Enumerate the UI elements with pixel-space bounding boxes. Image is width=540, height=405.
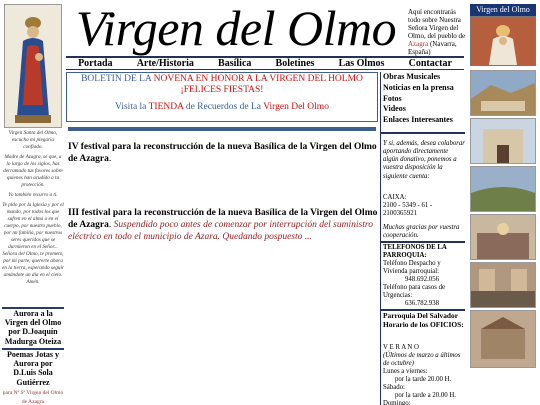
site-description (408, 8, 470, 56)
photo-basilica-model[interactable] (470, 310, 536, 368)
link-videos[interactable]: Videos (383, 104, 406, 114)
boletin-prefix: BOLETIN DE LA (81, 74, 154, 84)
nav-las-olmos[interactable]: Las Olmos (338, 58, 385, 69)
domingo-label: Domingo: (383, 400, 411, 405)
prayer-line: Virgen Santa del Olmo, escucha mi plegaria confiado. (8, 130, 58, 151)
corner-title-label: Virgen del Olmo (470, 4, 536, 16)
poemas-link-label: Poemas Jotas y Aurora por D.Luis Sola Gutiérrez (7, 350, 59, 387)
phone2-label: Teléfono para casos de Urgencias: (383, 284, 445, 300)
phone2-number: 636.782.938 (405, 300, 439, 307)
sidebar-links (383, 72, 465, 126)
sabado-label: Sábado: (383, 384, 405, 391)
prayer-text (2, 130, 64, 289)
phone1-label: Teléfono Despacho y Vivienda parroquial: (383, 260, 441, 276)
virgin-statue-image (4, 4, 62, 128)
festival-iii-dot: . (108, 219, 114, 230)
verano-dates: (Últimos de marzo a últimos de octubre) (383, 352, 461, 368)
site-description-end: (Navarra, España) (408, 40, 457, 57)
tienda-middle: de Recuerdos de La (183, 102, 264, 112)
nav-basilica[interactable]: Basílica (218, 58, 252, 69)
poemas-link[interactable] (2, 348, 64, 405)
nav-arte-historia[interactable]: Arte/Historia (136, 58, 194, 69)
nav-portada[interactable]: Portada (78, 58, 113, 69)
poemas-link-sub: para Nª Sª Virgen del Olmo de Azagra (2, 389, 64, 405)
link-obras-musicales[interactable]: Obras Musicales (383, 72, 441, 81)
caixa-account: 2100 - 5349 - 61 - 2100365921 (383, 202, 433, 218)
photo-street[interactable] (470, 262, 536, 308)
prayer-line: Madre de Azagra, sé que, a lo largo de los siglos, has derramado tus favores sobre quienes han acudido a tu protección. (3, 154, 63, 189)
verano-label: V E R A N O (383, 344, 419, 351)
festival-iv-title: IV festival para la reconstrucción de la nueva Basílica de la Virgen del Olmo de Azagra (68, 142, 377, 164)
festival-iv-end: . (108, 153, 112, 164)
photo-landscape[interactable] (470, 166, 536, 212)
main-nav (66, 56, 464, 70)
thanks-text: Muchas gracias por vuestra cooperación. (383, 224, 460, 240)
aurora-link[interactable] (2, 307, 64, 346)
sabado-time: por la tarde a 20.00 H. (395, 392, 456, 399)
tienda-virgen: Virgen Del Olmo (263, 102, 329, 112)
link-noticias-prensa[interactable]: Noticias en la prensa (383, 82, 454, 92)
virgin-procession-photo (470, 16, 536, 66)
site-description-text: Aquí encontrarás todo sobre Nuestra Señora Virgen del Olmo, del pueblo de (408, 8, 466, 41)
parish-title: Parroquia Del Salvador Horario de los OFICIOS: (383, 311, 464, 329)
novena-text: NOVENA EN HONOR A LA VIRGEN DEL HOLMO (153, 74, 363, 84)
main-content (66, 72, 378, 405)
donation-text: Y si, además, desea colaborar aportando directamente algún donativo, ponemos a vuestra disposición la siguiente cuenta: (383, 140, 465, 180)
photo-procession[interactable] (470, 214, 536, 260)
festival-iii-title: III festival para la reconstrucción de la nueva Basílica de la Virgen del Olmo de Azagra (68, 208, 378, 230)
divider-bar (68, 127, 376, 131)
boletin-link[interactable] (66, 74, 378, 96)
festival-iv-link[interactable] (68, 142, 378, 166)
nav-boletines[interactable]: Boletines (275, 58, 315, 69)
phones-title: TELEFONOS DE LA PARROQUIA: (383, 244, 447, 260)
azagra-link[interactable]: Azagra (408, 40, 429, 49)
lunes-label: Lunes a viernes: (383, 368, 428, 375)
photo-church-front[interactable] (470, 118, 536, 164)
tienda-word: TIENDA (148, 102, 184, 112)
festival-iii-notice: Suspendido poco antes de comenzar por interrupción del suministro eléctrico en todo el municipio de Azara. Quedando pospuesto ... (68, 219, 373, 242)
caixa-label: CAIXA: (383, 194, 407, 201)
right-sidebar (380, 72, 464, 405)
link-fotos[interactable]: Fotos (383, 93, 402, 103)
phone1-number: 948.692.056 (405, 276, 439, 283)
photo-village-hill[interactable] (470, 70, 536, 116)
tienda-link[interactable] (66, 102, 378, 112)
tienda-prefix: Visita la (115, 102, 149, 112)
prayer-line: Yo también recurro a ti. (8, 192, 58, 199)
lunes-time: por la tarde 20.00 H. (395, 376, 452, 383)
site-title: Virgen del Olmo (75, 0, 397, 56)
sidebar-divider (381, 132, 465, 134)
festival-iii-item[interactable] (68, 208, 378, 244)
link-enlaces[interactable]: Enlaces Interesantes (383, 115, 453, 125)
sidebar-divider (381, 241, 465, 243)
left-column (0, 0, 66, 405)
aurora-link-label: Aurora a la Virgen del Olmo por D.Joaquín Madurga Oteiza (4, 309, 62, 346)
felices-fiestas-text: ¡FELICES FIESTAS! (180, 84, 264, 95)
prayer-line: Te pido por la Iglesia y por el mundo, por todos los que sufren en el alma o en el cuerpo, por nuestro pueblo, por mi familia, por nuestros seres queridos que se durmieron en el Señor... Señora del Olmo, te prometo, por mi parte, quererte ahora en la tierra, esperando seguir amándote un día en el cielo. Amén. (2, 202, 64, 286)
nav-contactar[interactable]: Contactar (408, 58, 452, 69)
